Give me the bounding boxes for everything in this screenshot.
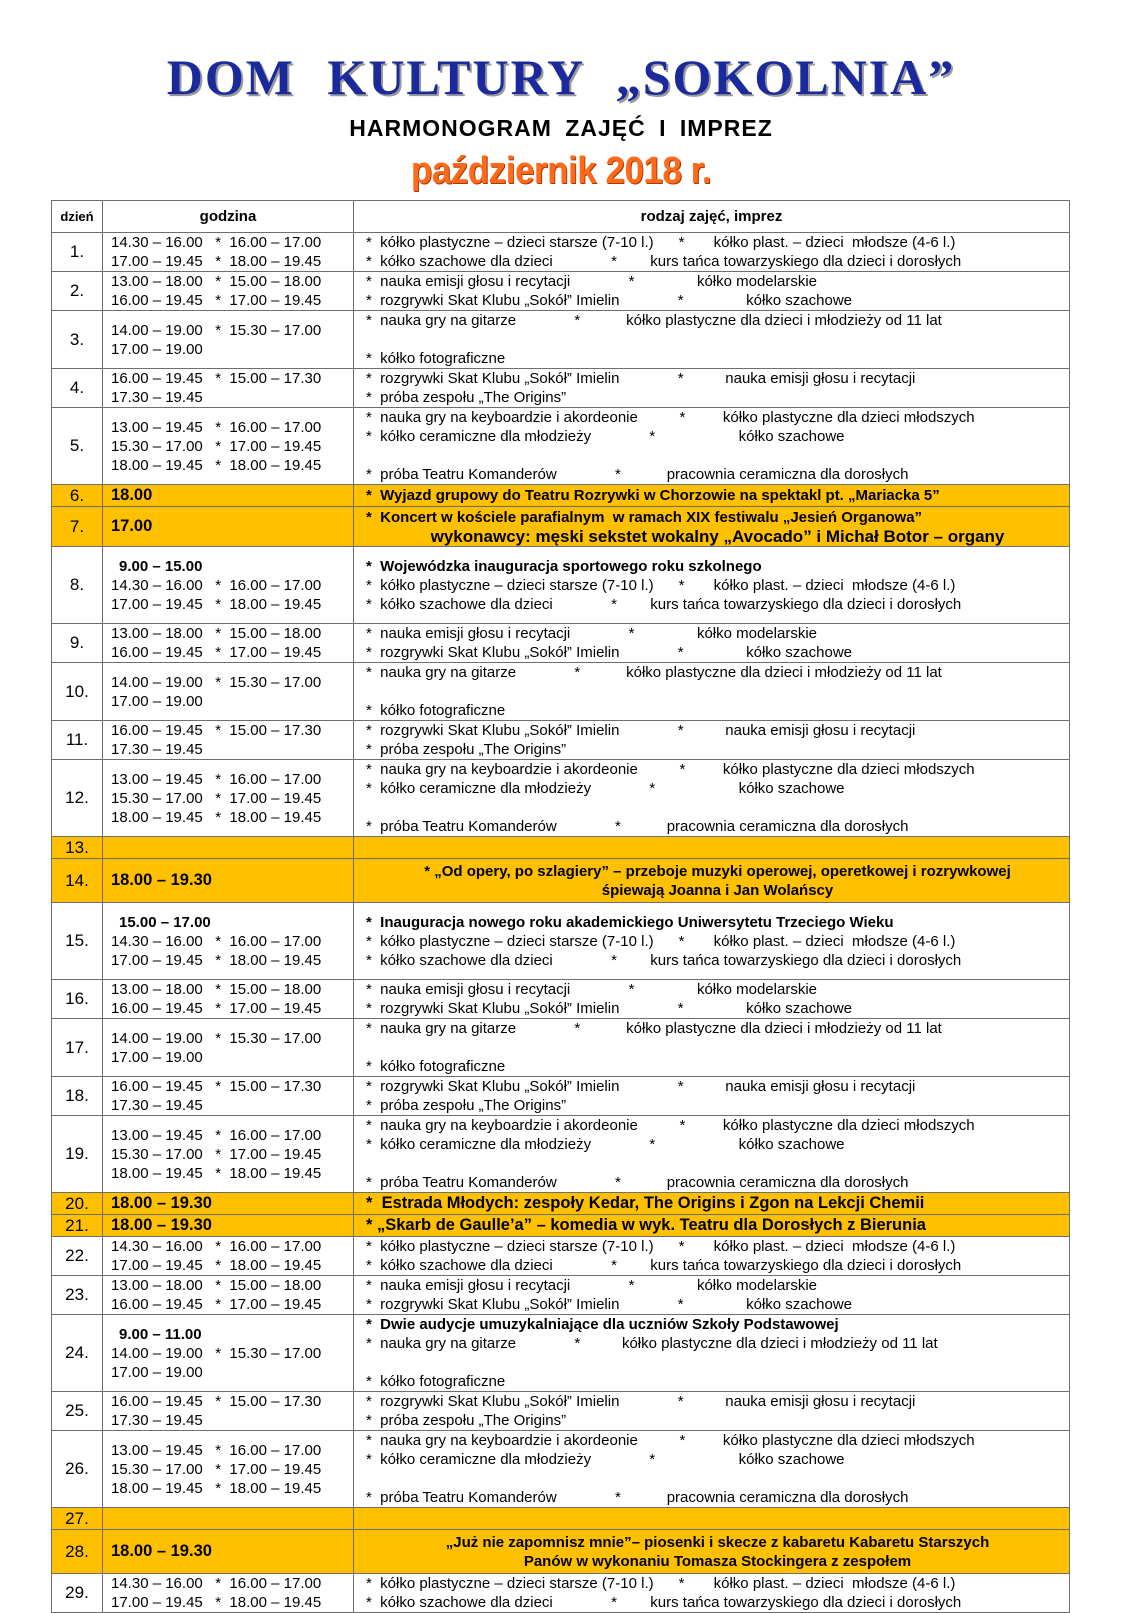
- spacer-line: [366, 330, 1069, 349]
- activities-cell: [354, 624, 1070, 663]
- activities-cell: [354, 1508, 1070, 1530]
- activities-cell: [354, 547, 1070, 624]
- hours-line: 14.30 – 16.00 * 16.00 – 17.00: [111, 932, 322, 950]
- table-row: [52, 311, 1070, 369]
- hours-line: 13.00 – 19.45 * 16.00 – 17.00: [111, 770, 322, 788]
- spacer-line: [366, 1469, 1069, 1488]
- hours-line: 18.00: [111, 486, 153, 504]
- activity-line: * nauka gry na keyboardzie i akordeonie * kółko plastyczne dla dzieci młodszych: [366, 761, 975, 778]
- activities-cell: [354, 1077, 1070, 1116]
- day-cell: 21.: [52, 1215, 103, 1237]
- activity-line: * „Od opery, po szlagiery” – przeboje muzyki operowej, operetkowej i rozrywkowej: [424, 862, 1011, 880]
- activity-line: * nauka gry na gitarze * kółko plastyczne dla dzieci i młodzieży od 11 lat: [366, 1335, 938, 1352]
- hours-cell: [103, 760, 354, 837]
- hours-cell: [103, 624, 354, 663]
- activities-cell: [354, 1431, 1070, 1508]
- day-cell: 17.: [52, 1019, 103, 1077]
- activity-line: * próba Teatru Komanderów * pracownia ceramiczna dla dorosłych: [366, 818, 909, 835]
- spacer-line: [366, 446, 1069, 465]
- activity-line: * rozgrywki Skat Klubu „Sokół” Imielin * kółko szachowe: [366, 1000, 852, 1017]
- activity-line: * kółko fotograficzne: [366, 1058, 506, 1075]
- activity-line: * Wyjazd grupowy do Teatru Rozrywki w Chorzowie na spektakl pt. „Mariacka 5”: [366, 487, 940, 504]
- table-row: [52, 624, 1070, 663]
- table-row: [52, 980, 1070, 1019]
- activity-line: * próba Teatru Komanderów * pracownia ceramiczna dla dorosłych: [366, 1174, 909, 1191]
- activities-cell: [354, 507, 1070, 547]
- day-cell: 18.: [52, 1077, 103, 1116]
- hours-cell: [103, 507, 354, 547]
- table-row: [52, 1215, 1070, 1237]
- hours-line: 17.30 – 19.45: [111, 1097, 203, 1114]
- hours-cell: [103, 1077, 354, 1116]
- activity-line: * rozgrywki Skat Klubu „Sokół” Imielin * kółko szachowe: [366, 644, 852, 661]
- day-cell: 11.: [52, 721, 103, 760]
- table-row: [52, 1019, 1070, 1077]
- activity-line: * kółko fotograficzne: [366, 1373, 506, 1390]
- day-cell: 27.: [52, 1508, 103, 1530]
- activity-line: * rozgrywki Skat Klubu „Sokół” Imielin * nauka emisji głosu i recytacji: [366, 1078, 916, 1095]
- activities-cell: [354, 1574, 1070, 1613]
- activity-line: * nauka gry na gitarze * kółko plastyczne dla dzieci i młodzieży od 11 lat: [366, 1020, 942, 1037]
- hours-line: 16.00 – 19.45 * 15.00 – 17.30: [111, 1393, 322, 1410]
- activities-cell: [354, 721, 1070, 760]
- hours-cell: [103, 859, 354, 903]
- activity-line: * nauka emisji głosu i recytacji * kółko modelarskie: [366, 273, 817, 290]
- hours-cell: [103, 233, 354, 272]
- activity-line: * kółko plastyczne – dzieci starsze (7-10 l.) * kółko plast. – dzieci młodsze (4-6 l.): [366, 932, 956, 950]
- activity-line: * rozgrywki Skat Klubu „Sokół” Imielin * kółko szachowe: [366, 292, 852, 309]
- activities-cell: [354, 903, 1070, 980]
- activities-cell: [354, 233, 1070, 272]
- hours-line: 17.30 – 19.45: [111, 389, 203, 406]
- hours-line: 14.30 – 16.00 * 16.00 – 17.00: [111, 576, 322, 594]
- activity-line: * Koncert w kościele parafialnym w ramach XIX festiwalu „Jesień Organowa”: [366, 508, 923, 526]
- table-row: [52, 507, 1070, 547]
- hours-cell: [103, 980, 354, 1019]
- hours-line: 9.00 – 15.00: [119, 557, 203, 575]
- table-row: [52, 1431, 1070, 1508]
- activity-line: * kółko szachowe dla dzieci * kurs tańca towarzyskiego dla dzieci i dorosłych: [366, 1257, 962, 1274]
- hours-cell: [103, 1315, 354, 1392]
- activity-line: * nauka emisji głosu i recytacji * kółko modelarskie: [366, 625, 817, 642]
- day-cell: 16.: [52, 980, 103, 1019]
- table-row: [52, 1508, 1070, 1530]
- hours-line: 17.00 – 19.45 * 18.00 – 19.45: [111, 253, 322, 270]
- hours-line: 14.00 – 19.00 * 15.30 – 17.00: [111, 1029, 322, 1047]
- hours-line: 13.00 – 19.45 * 16.00 – 17.00: [111, 1441, 322, 1459]
- spacer-line: [366, 1038, 1069, 1057]
- activity-line: * kółko szachowe dla dzieci * kurs tańca towarzyskiego dla dzieci i dorosłych: [366, 253, 962, 270]
- hours-cell: [103, 837, 354, 859]
- table-row: [52, 1193, 1070, 1215]
- hours-line: 18.00 – 19.30: [111, 1542, 212, 1560]
- activity-line: * kółko plastyczne – dzieci starsze (7-10 l.) * kółko plast. – dzieci młodsze (4-6 l.): [366, 1575, 956, 1592]
- activity-line: * rozgrywki Skat Klubu „Sokół” Imielin * kółko szachowe: [366, 1296, 852, 1313]
- hours-cell: [103, 903, 354, 980]
- hours-line: 17.00: [111, 517, 153, 535]
- activities-cell: [354, 1315, 1070, 1392]
- hours-line: 16.00 – 19.45 * 17.00 – 19.45: [111, 1296, 322, 1313]
- activities-cell: [354, 272, 1070, 311]
- table-row: [52, 760, 1070, 837]
- table-row: [52, 1116, 1070, 1193]
- hours-cell: [103, 1116, 354, 1193]
- day-cell: 29.: [52, 1574, 103, 1613]
- hours-line: 18.00 – 19.45 * 18.00 – 19.45: [111, 1479, 322, 1497]
- hours-cell: [103, 1508, 354, 1530]
- activities-cell: [354, 859, 1070, 903]
- hours-cell: [103, 547, 354, 624]
- day-cell: 14.: [52, 859, 103, 903]
- hours-line: 15.30 – 17.00 * 17.00 – 19.45: [111, 1460, 322, 1478]
- hours-line: 14.30 – 16.00 * 16.00 – 17.00: [111, 1238, 322, 1255]
- hours-cell: [103, 1215, 354, 1237]
- hours-cell: [103, 1019, 354, 1077]
- hours-cell: [103, 369, 354, 408]
- activities-cell: [354, 311, 1070, 369]
- hours-line: 16.00 – 19.45 * 15.00 – 17.30: [111, 1078, 322, 1095]
- hours-cell: [103, 1530, 354, 1574]
- hours-line: 17.00 – 19.45 * 18.00 – 19.45: [111, 1257, 322, 1274]
- hours-line: 18.00 – 19.30: [111, 871, 212, 889]
- activity-line: * kółko ceramiczne dla młodzieży * kółko szachowe: [366, 1136, 845, 1153]
- spacer-line: [366, 1154, 1069, 1173]
- activities-cell: [354, 1019, 1070, 1077]
- table-row: [52, 1237, 1070, 1276]
- activity-line: „Już nie zapomnisz mnie”– piosenki i skecze z kabaretu Kabaretu Starszych: [445, 1533, 990, 1551]
- hours-line: 16.00 – 19.45 * 17.00 – 19.45: [111, 1000, 322, 1017]
- activity-line: * kółko szachowe dla dzieci * kurs tańca towarzyskiego dla dzieci i dorosłych: [366, 595, 962, 613]
- hours-line: 16.00 – 19.45 * 15.00 – 17.30: [111, 370, 322, 387]
- activity-line: * rozgrywki Skat Klubu „Sokół” Imielin * nauka emisji głosu i recytacji: [366, 722, 916, 739]
- hours-cell: [103, 1392, 354, 1431]
- day-cell: 7.: [52, 507, 103, 547]
- table-row: [52, 547, 1070, 624]
- table-row: [52, 1530, 1070, 1574]
- activities-cell: [354, 1193, 1070, 1215]
- day-cell: 9.: [52, 624, 103, 663]
- activity-line: * kółko ceramiczne dla młodzieży * kółko szachowe: [366, 780, 845, 797]
- activities-cell: [354, 485, 1070, 507]
- hours-line: 14.00 – 19.00 * 15.30 – 17.00: [111, 321, 322, 339]
- hours-line: 13.00 – 19.45 * 16.00 – 17.00: [111, 1126, 322, 1144]
- table-row: [52, 1077, 1070, 1116]
- table-header-row: [52, 201, 1070, 233]
- day-cell: 25.: [52, 1392, 103, 1431]
- day-cell: 6.: [52, 485, 103, 507]
- activity-line: * kółko szachowe dla dzieci * kurs tańca towarzyskiego dla dzieci i dorosłych: [366, 951, 962, 969]
- activity-line: * rozgrywki Skat Klubu „Sokół” Imielin * nauka emisji głosu i recytacji: [366, 370, 916, 387]
- activity-line: * kółko fotograficzne: [366, 702, 506, 719]
- activities-cell: [354, 1392, 1070, 1431]
- day-cell: 13.: [52, 837, 103, 859]
- hours-line: 17.00 – 19.45 * 18.00 – 19.45: [111, 1594, 322, 1611]
- hours-line: 13.00 – 18.00 * 15.00 – 18.00: [111, 1277, 322, 1294]
- activity-line: * próba zespołu „The Origins”: [366, 1097, 567, 1114]
- hours-cell: [103, 1276, 354, 1315]
- activity-line: * nauka gry na keyboardzie i akordeonie * kółko plastyczne dla dzieci młodszych: [366, 1432, 975, 1449]
- activities-cell: [354, 760, 1070, 837]
- page-title: DOM KULTURY „SOKOLNIA”: [166, 49, 956, 105]
- activities-cell: [354, 1276, 1070, 1315]
- table-row: [52, 485, 1070, 507]
- table-row: [52, 859, 1070, 903]
- day-cell: 19.: [52, 1116, 103, 1193]
- day-cell: 8.: [52, 547, 103, 624]
- hours-line: 18.00 – 19.45 * 18.00 – 19.45: [111, 808, 322, 826]
- hours-cell: [103, 663, 354, 721]
- activity-line: wykonawcy: męski sekstet wokalny „Avocado” i Michał Botor – organy: [430, 526, 1005, 546]
- hours-line: 17.00 – 19.00: [111, 1363, 203, 1381]
- hours-line: 14.30 – 16.00 * 16.00 – 17.00: [111, 234, 322, 251]
- activities-cell: [354, 837, 1070, 859]
- hours-line: 14.00 – 19.00 * 15.30 – 17.00: [111, 1344, 322, 1362]
- activity-line: * Wojewódzka inauguracja sportowego roku szkolnego: [366, 557, 762, 575]
- hours-line: 18.00 – 19.45 * 18.00 – 19.45: [111, 456, 322, 474]
- activity-line: * rozgrywki Skat Klubu „Sokół” Imielin * nauka emisji głosu i recytacji: [366, 1393, 916, 1410]
- activity-line: * nauka gry na gitarze * kółko plastyczne dla dzieci i młodzieży od 11 lat: [366, 664, 942, 681]
- hours-line: 15.30 – 17.00 * 17.00 – 19.45: [111, 789, 322, 807]
- spacer-line: [366, 1353, 1069, 1372]
- activities-cell: [354, 1215, 1070, 1237]
- table-row: [52, 408, 1070, 485]
- day-cell: 15.: [52, 903, 103, 980]
- activities-cell: [354, 369, 1070, 408]
- day-cell: 23.: [52, 1276, 103, 1315]
- column-header-hours: godzina: [103, 201, 354, 233]
- activities-cell: [354, 980, 1070, 1019]
- page-subtitle: HARMONOGRAM ZAJĘĆ I IMPREZ: [349, 115, 773, 141]
- activity-line: * nauka emisji głosu i recytacji * kółko modelarskie: [366, 981, 817, 998]
- activity-line: * próba zespołu „The Origins”: [366, 741, 567, 758]
- hours-line: 14.30 – 16.00 * 16.00 – 17.00: [111, 1575, 322, 1592]
- day-cell: 26.: [52, 1431, 103, 1508]
- column-header-activities: rodzaj zajęć, imprez: [354, 201, 1070, 233]
- day-cell: 1.: [52, 233, 103, 272]
- hours-line: 16.00 – 19.45 * 15.00 – 17.30: [111, 722, 322, 739]
- hours-line: 17.30 – 19.45: [111, 741, 203, 758]
- activity-line: * kółko ceramiczne dla młodzieży * kółko szachowe: [366, 428, 845, 445]
- activities-cell: [354, 1237, 1070, 1276]
- hours-line: 17.00 – 19.45 * 18.00 – 19.45: [111, 951, 322, 969]
- day-cell: 2.: [52, 272, 103, 311]
- activity-line: * nauka gry na gitarze * kółko plastyczne dla dzieci i młodzieży od 11 lat: [366, 312, 942, 329]
- table-row: [52, 233, 1070, 272]
- activities-cell: [354, 408, 1070, 485]
- column-header-day: dzień: [52, 201, 103, 233]
- hours-line: 17.00 – 19.45 * 18.00 – 19.45: [111, 595, 322, 613]
- hours-cell: [103, 1431, 354, 1508]
- day-cell: 24.: [52, 1315, 103, 1392]
- hours-line: 13.00 – 18.00 * 15.00 – 18.00: [111, 273, 322, 290]
- hours-cell: [103, 1193, 354, 1215]
- hours-cell: [103, 1237, 354, 1276]
- spacer-line: [366, 798, 1069, 817]
- day-cell: 4.: [52, 369, 103, 408]
- day-cell: 10.: [52, 663, 103, 721]
- activity-line: śpiewają Joanna i Jan Wolańscy: [601, 881, 834, 899]
- hours-line: 13.00 – 19.45 * 16.00 – 17.00: [111, 418, 322, 436]
- activity-line: * „Skarb de Gaulle’a” – komedia w wyk. Teatru dla Dorosłych z Bierunia: [366, 1216, 926, 1234]
- table-row: [52, 1276, 1070, 1315]
- hours-line: 14.00 – 19.00 * 15.30 – 17.00: [111, 673, 322, 691]
- hours-line: 13.00 – 18.00 * 15.00 – 18.00: [111, 625, 322, 642]
- activity-line: * kółko plastyczne – dzieci starsze (7-10 l.) * kółko plast. – dzieci młodsze (4-6 l.): [366, 1238, 956, 1255]
- activity-line: * próba zespołu „The Origins”: [366, 389, 567, 406]
- activity-line: * próba Teatru Komanderów * pracownia ceramiczna dla dorosłych: [366, 466, 909, 483]
- table-row: [52, 1392, 1070, 1431]
- activity-line: * kółko fotograficzne: [366, 350, 506, 367]
- hours-line: 17.00 – 19.00: [111, 1048, 203, 1066]
- hours-cell: [103, 408, 354, 485]
- hours-line: 18.00 – 19.30: [111, 1216, 212, 1234]
- day-cell: 5.: [52, 408, 103, 485]
- hours-line: 13.00 – 18.00 * 15.00 – 18.00: [111, 981, 322, 998]
- activity-line: * kółko ceramiczne dla młodzieży * kółko szachowe: [366, 1451, 845, 1468]
- hours-line: 15.30 – 17.00 * 17.00 – 19.45: [111, 437, 322, 455]
- day-cell: 20.: [52, 1193, 103, 1215]
- hours-line: 17.00 – 19.00: [111, 692, 203, 710]
- table-row: [52, 721, 1070, 760]
- activity-line: * kółko plastyczne – dzieci starsze (7-10 l.) * kółko plast. – dzieci młodsze (4-6 l.): [366, 576, 956, 594]
- hours-line: 16.00 – 19.45 * 17.00 – 19.45: [111, 292, 322, 309]
- month-heading: październik 2018 r.: [410, 150, 712, 192]
- activity-line: * Inauguracja nowego roku akademickiego Uniwersytetu Trzeciego Wieku: [366, 913, 894, 931]
- activity-line: * kółko szachowe dla dzieci * kurs tańca towarzyskiego dla dzieci i dorosłych: [366, 1594, 962, 1611]
- activity-line: * Dwie audycje umuzykalniające dla uczniów Szkoły Podstawowej: [366, 1316, 839, 1333]
- table-row: [52, 1574, 1070, 1613]
- hours-line: 15.00 – 17.00: [119, 913, 211, 931]
- day-cell: 12.: [52, 760, 103, 837]
- hours-line: 17.00 – 19.00: [111, 340, 203, 358]
- schedule-table: [51, 200, 1070, 1613]
- activity-line: * nauka gry na keyboardzie i akordeonie * kółko plastyczne dla dzieci młodszych: [366, 1117, 975, 1134]
- activity-line: * nauka gry na keyboardzie i akordeonie * kółko plastyczne dla dzieci młodszych: [366, 409, 975, 426]
- day-cell: 28.: [52, 1530, 103, 1574]
- day-cell: 22.: [52, 1237, 103, 1276]
- table-row: [52, 903, 1070, 980]
- activity-line: Panów w wykonaniu Tomasza Stockingera z zespołem: [523, 1552, 912, 1570]
- activity-line: * kółko plastyczne – dzieci starsze (7-10 l.) * kółko plast. – dzieci młodsze (4-6 l.): [366, 234, 956, 251]
- activities-cell: [354, 1116, 1070, 1193]
- activity-line: * Estrada Młodych: zespoły Kedar, The Origins i Zgon na Lekcji Chemii: [366, 1194, 925, 1212]
- table-row: [52, 369, 1070, 408]
- hours-cell: [103, 485, 354, 507]
- activities-cell: [354, 663, 1070, 721]
- hours-line: 18.00 – 19.45 * 18.00 – 19.45: [111, 1164, 322, 1182]
- hours-line: 9.00 – 11.00: [119, 1325, 202, 1343]
- hours-cell: [103, 721, 354, 760]
- activity-line: * próba Teatru Komanderów * pracownia ceramiczna dla dorosłych: [366, 1489, 909, 1506]
- activities-cell: [354, 1530, 1070, 1574]
- table-row: [52, 663, 1070, 721]
- hours-cell: [103, 272, 354, 311]
- day-cell: 3.: [52, 311, 103, 369]
- hours-line: 17.30 – 19.45: [111, 1412, 203, 1429]
- hours-line: 15.30 – 17.00 * 17.00 – 19.45: [111, 1145, 322, 1163]
- table-row: [52, 837, 1070, 859]
- hours-line: 16.00 – 19.45 * 17.00 – 19.45: [111, 644, 322, 661]
- activity-line: * nauka emisji głosu i recytacji * kółko modelarskie: [366, 1277, 817, 1294]
- hours-line: 18.00 – 19.30: [111, 1194, 212, 1212]
- hours-cell: [103, 311, 354, 369]
- hours-cell: [103, 1574, 354, 1613]
- spacer-line: [366, 682, 1069, 701]
- table-row: [52, 272, 1070, 311]
- table-row: [52, 1315, 1070, 1392]
- activity-line: * próba zespołu „The Origins”: [366, 1412, 567, 1429]
